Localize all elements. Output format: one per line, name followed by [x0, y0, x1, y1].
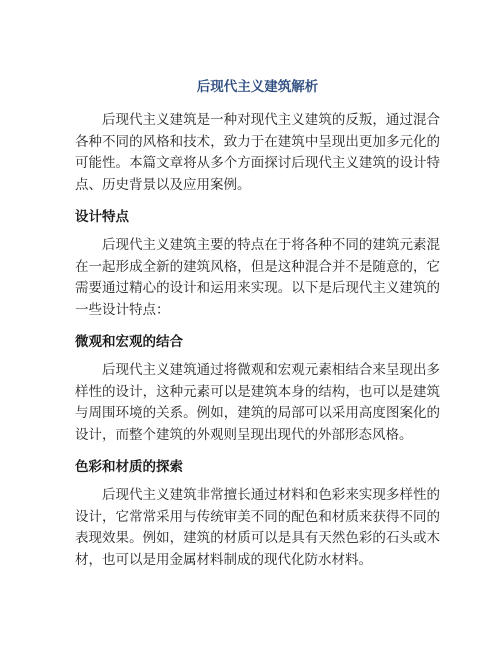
section-heading-design-features: 设计特点 [75, 209, 129, 225]
document-title: 后现代主义建筑解析 [196, 79, 319, 95]
section-heading-color-material: 色彩和材质的探索 [75, 459, 183, 475]
intro-paragraph: 后现代主义建筑是一种对现代主义建筑的反叛，通过混合各种不同的风格和技术，致力于在建筑中呈现出更加多元化的可能性。本篇文章将从多个方面探讨后现代主义建筑的设计特点、历史背景以及应用案例。 [75, 112, 440, 193]
section-body-color-material: 后现代主义建筑非常擅长通过材料和色彩来实现多样性的设计，它常常采用与传统审美不同的配色和材质来获得不同的表现效果。例如，建筑的材质可以是具有天然色彩的石头或木材，也可以是用金属材料制成的现代化防水材料。 [75, 487, 440, 568]
section-body-design-features: 后现代主义建筑主要的特点在于将各种不同的建筑元素混在一起形成全新的建筑风格，但是这种混合并不是随意的，它需要通过精心的设计和运用来实现。以下是后现代主义建筑的一些设计特点： [75, 237, 440, 318]
section-heading-micro-macro: 微观和宏观的结合 [75, 334, 183, 350]
section-body-micro-macro: 后现代主义建筑通过将微观和宏观元素相结合来呈现出多样性的设计，这种元素可以是建筑本身的结构，也可以是建筑与周围环境的关系。例如，建筑的局部可以采用高度图案化的设计，而整个建筑的外观则呈现出现代的外部形态风格。 [75, 362, 440, 443]
